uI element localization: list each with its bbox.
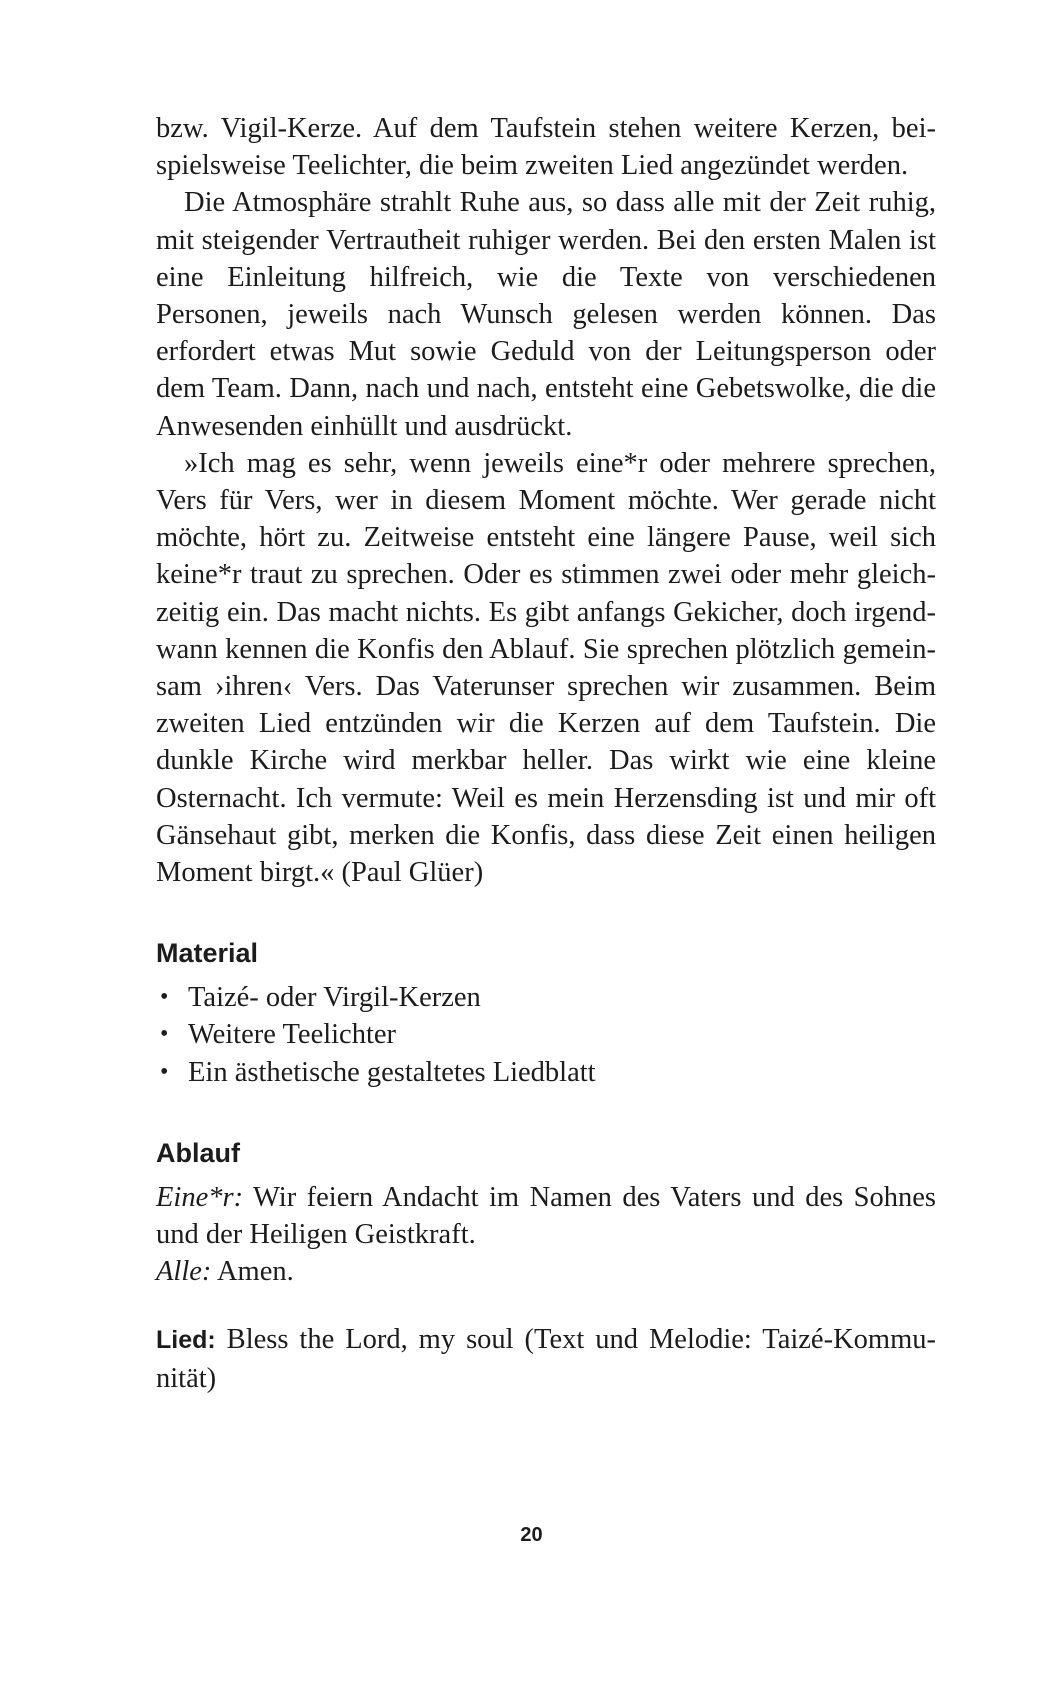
paragraph-3-quote: »Ich mag es sehr, wenn jeweils eine*r oder mehrere sprechen, Vers für Vers, wer in diesem Moment möchte. Wer gerade nicht möchte, hört zu. Zeitweise entsteht eine längere Pause, weil sich keine*r traut zu sprechen. Oder es stimmen zwei oder mehr gleichzeitig ein. Das macht nichts. Es gibt anfangs Gekicher, doch irgendwann kennen die Konfis den Ablauf. Sie sprechen plötzlich gemeinsam ›ihren‹ Vers. Das Vaterunser sprechen wir zusammen. Beim zweiten Lied entzünden wir die Kerzen auf dem Taufstein. Die dunkle Kirche wird merkbar heller. Das wirkt wie eine kleine Osternacht. Ich vermute: Weil es mein Herzensding ist und mir oft Gänsehaut gibt, merken die Konfis, dass diese Zeit einen heiligen Moment birgt.« (Paul Glüer) xyxy=(156,447,936,889)
song-text: Bless the Lord, my soul (Text und Melodie: Taizé-Kommunität) xyxy=(156,1324,936,1394)
ablauf-heading: Ablauf xyxy=(156,1137,240,1168)
speaker-label: Alle: xyxy=(156,1256,212,1288)
bullet-icon: • xyxy=(160,984,169,1011)
liturgy-line-invocation xyxy=(156,1179,936,1253)
list-item xyxy=(156,979,936,1016)
list-item-text: Weitere Teelichter xyxy=(188,1019,397,1051)
bullet-icon: • xyxy=(160,1021,169,1048)
paragraph-1: bzw. Vigil-Kerze. Auf dem Taufstein stehen weitere Kerzen, beispielsweise Teelichter, die beim zweiten Lied angezündet werden. xyxy=(156,113,936,182)
liturgy-text: Amen. xyxy=(211,1256,294,1288)
spacer xyxy=(156,1290,936,1321)
list-item xyxy=(156,1054,936,1091)
material-list xyxy=(156,979,936,1091)
list-item-text: Ein ästhetische gestaltetes Liedblatt xyxy=(188,1056,596,1088)
liturgy-text: Wir feiern Andacht im Namen des Vaters und des Sohnes und der Heiligen Geistkraft. xyxy=(156,1181,936,1251)
list-item-text: Taizé- oder Virgil-Kerzen xyxy=(188,982,481,1014)
speaker-label: Eine*r: xyxy=(156,1181,244,1213)
paragraph-2: Die Atmosphäre strahlt Ruhe aus, so dass alle mit der Zeit ruhig, mit steigender Vertrautheit ruhiger werden. Bei den ersten Malen ist eine Einleitung hilfreich, wie die Texte von verschiedenen Personen, jeweils nach Wunsch gelesen werden können. Das erfordert etwas Mut sowie Geduld von der Leitungsperson oder dem Team. Dann, nach und nach, entsteht eine Gebetswolke, die die Anwesenden einhüllt und ausdrückt. xyxy=(156,187,936,442)
page-number: 20 xyxy=(520,1524,543,1546)
material-heading: Material xyxy=(156,938,259,969)
list-item xyxy=(156,1016,936,1053)
bullet-icon: • xyxy=(160,1058,169,1085)
song-label: Lied: xyxy=(156,1326,216,1355)
page-body xyxy=(156,110,936,1397)
song-line xyxy=(156,1321,936,1396)
liturgy-line-response xyxy=(156,1253,936,1290)
